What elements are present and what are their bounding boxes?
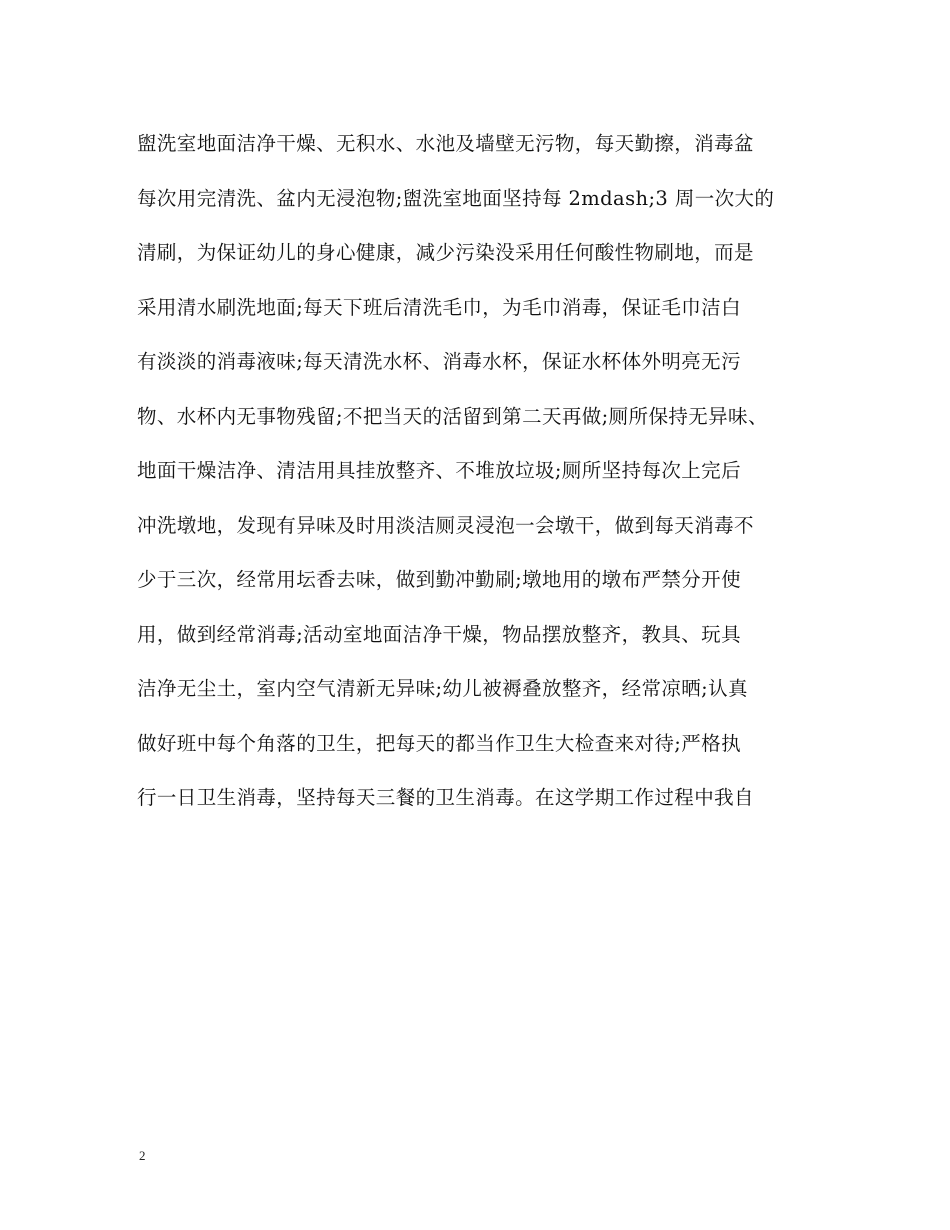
text-line: 少于三次，经常用坛香去味，做到勤冲勤刷;墩地用的墩布严禁分开使 xyxy=(137,568,741,591)
text-line: 清刷，为保证幼儿的身心健康，减少污染没采用任何酸性物刷地，而是 xyxy=(137,241,754,264)
text-line: 地面干燥洁净、清洁用具挂放整齐、不堆放垃圾;厕所坚持每次上完后 xyxy=(137,459,741,482)
text-line: 做好班中每个角落的卫生，把每天的都当作卫生大检查来对待;严格执 xyxy=(137,731,741,755)
text-line: 用，做到经常消毒;活动室地面洁净干燥，物品摆放整齐，教具、玩具 xyxy=(137,622,741,646)
text-line: 洁净无尘土，室内空气清新无异味;幼儿被褥叠放整齐，经常凉晒;认真 xyxy=(137,677,748,700)
text-line: 物、水杯内无事物残留;不把当天的活留到第二天再做;厕所保持无异味、 xyxy=(137,404,768,428)
text-line: 采用清水刷洗地面;每天下班后清洗毛巾，为毛巾消毒，保证毛巾洁白 xyxy=(137,295,741,319)
text-line: 盥洗室地面洁净干燥、无积水、水池及墙壁无污物，每天勤擦，消毒盆 xyxy=(137,132,754,155)
text-line: 每次用完清洗、盆内无浸泡物;盥洗室地面坚持每 2mdash;3 周一次大的 xyxy=(137,186,775,210)
page-number: 2 xyxy=(139,1148,146,1163)
body-text xyxy=(137,126,827,835)
text-line: 行一日卫生消毒，坚持每天三餐的卫生消毒。在这学期工作过程中我自 xyxy=(137,786,754,809)
text-line: 有淡淡的消毒液味;每天清洗水杯、消毒水杯，保证水杯体外明亮无污 xyxy=(137,350,741,373)
text-line: 冲洗墩地，发现有异味及时用淡洁厕灵浸泡一会墩干，做到每天消毒不 xyxy=(137,513,754,537)
